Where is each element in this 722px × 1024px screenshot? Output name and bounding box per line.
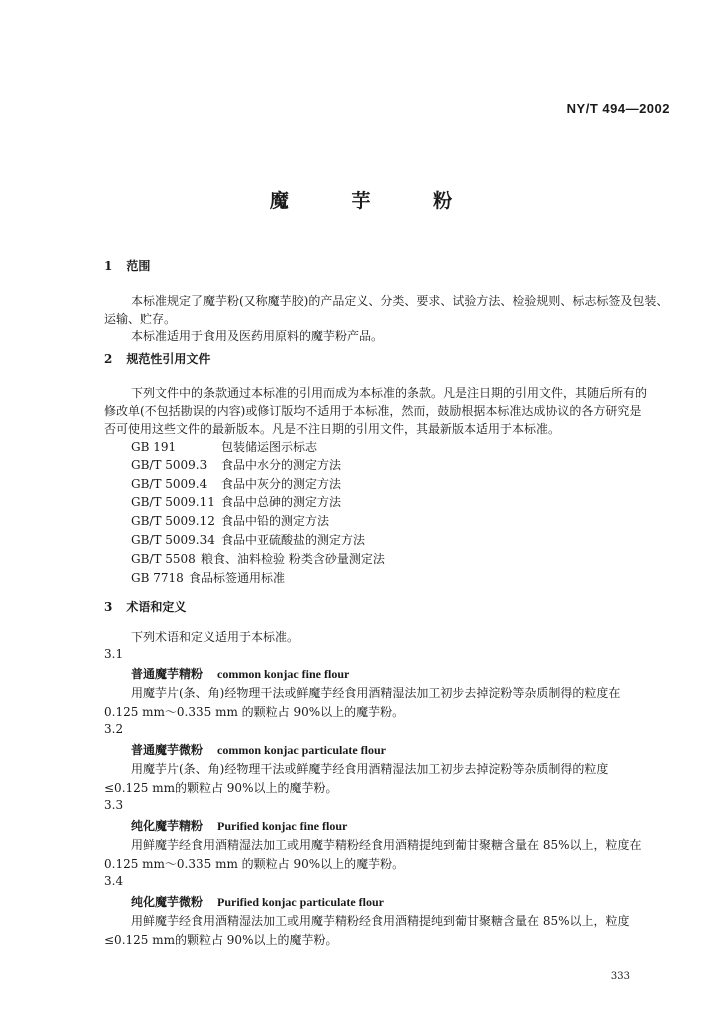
section-number: 2 bbox=[104, 352, 113, 366]
term-number: 3.4 bbox=[104, 874, 124, 888]
reference-item bbox=[131, 569, 285, 586]
term-zh: 普通魔芋精粉 bbox=[131, 667, 204, 681]
term-number: 3.2 bbox=[104, 722, 124, 736]
term-heading bbox=[131, 665, 349, 682]
term-zh: 普通魔芋微粉 bbox=[131, 743, 204, 757]
reference-item bbox=[131, 531, 365, 548]
term-heading bbox=[131, 893, 384, 910]
section-title: 范围 bbox=[126, 259, 151, 273]
definition-line: 用鲜魔芋经食用酒精湿法加工或用魔芋精粉经食用酒精提纯到葡甘聚糖含量在 85%以上，粒度 bbox=[131, 914, 630, 928]
reference-item bbox=[131, 456, 341, 473]
term-number: 3.1 bbox=[104, 647, 124, 661]
term-number: 3.3 bbox=[104, 798, 124, 812]
reference-title: 粮食、油料检验 粉类含砂量测定法 bbox=[201, 552, 385, 566]
term-zh: 纯化魔芋精粉 bbox=[131, 819, 204, 833]
term-heading bbox=[131, 817, 347, 834]
reference-code: GB/T 5009.34 bbox=[131, 533, 215, 547]
definition-line: 0.125 mm～0.335 mm 的颗粒占 90%以上的魔芋粉。 bbox=[104, 705, 405, 719]
paragraph-line: 本标准规定了魔芋粉(又称魔芋胶)的产品定义、分类、要求、试验方法、检验规则、标志标签及包装、 bbox=[131, 294, 669, 308]
reference-title: 食品中铅的测定方法 bbox=[221, 514, 330, 528]
reference-title: 食品标签通用标准 bbox=[189, 571, 286, 585]
section-number: 3 bbox=[104, 600, 113, 614]
reference-code: GB/T 5009.12 bbox=[131, 514, 215, 528]
section-heading bbox=[104, 257, 150, 274]
term-zh: 纯化魔芋微粉 bbox=[131, 895, 204, 909]
paragraph-line: 本标准适用于食用及医药用原料的魔芋粉产品。 bbox=[131, 329, 384, 343]
reference-item bbox=[131, 512, 329, 529]
paragraph-line: 修改单(不包括勘误的内容)或修订版均不适用于本标准，然而，鼓励根据本标准达成协议的各方研究是 bbox=[104, 404, 642, 418]
section-number: 1 bbox=[104, 259, 113, 273]
definition-line: ≤0.125 mm的颗粒占 90%以上的魔芋粉。 bbox=[104, 781, 338, 795]
reference-title: 食品中水分的测定方法 bbox=[221, 458, 342, 472]
definition-line: 用魔芋片(条、角)经物理干法或鲜魔芋经食用酒精湿法加工初步去掉淀粉等杂质制得的粒度 bbox=[131, 762, 609, 776]
reference-code: GB/T 5009.11 bbox=[131, 495, 215, 509]
term-en: common konjac particulate flour bbox=[217, 743, 386, 757]
reference-code: GB/T 5009.4 bbox=[131, 477, 208, 491]
reference-title: 包装储运图示标志 bbox=[221, 440, 318, 454]
reference-item bbox=[131, 550, 385, 567]
definition-line: 0.125 mm～0.335 mm 的颗粒占 90%以上的魔芋粉。 bbox=[104, 857, 405, 871]
reference-code: GB/T 5508 bbox=[131, 552, 196, 566]
section-heading bbox=[104, 350, 210, 367]
term-en: Purified konjac fine flour bbox=[217, 819, 348, 833]
standard-number: NY/T 494—2002 bbox=[566, 101, 670, 116]
reference-title: 食品中灰分的测定方法 bbox=[221, 477, 342, 491]
definition-line: 用魔芋片(条、角)经物理干法或鲜魔芋经食用酒精湿法加工初步去掉淀粉等杂质制得的粒度在 bbox=[131, 686, 621, 700]
paragraph-line: 下列术语和定义适用于本标准。 bbox=[131, 630, 300, 644]
term-en: common konjac fine flour bbox=[217, 667, 350, 681]
reference-code: GB/T 5009.3 bbox=[131, 458, 208, 472]
document-title: 魔 芋 粉 bbox=[269, 190, 481, 212]
definition-line: ≤0.125 mm的颗粒占 90%以上的魔芋粉。 bbox=[104, 933, 338, 947]
paragraph-line: 运输、贮存。 bbox=[104, 312, 177, 326]
reference-item bbox=[131, 475, 341, 492]
reference-title: 食品中亚硫酸盐的测定方法 bbox=[221, 533, 366, 547]
definition-line: 用鲜魔芋经食用酒精湿法加工或用魔芋精粉经食用酒精提纯到葡甘聚糖含量在 85%以上，粒度在 bbox=[131, 838, 642, 852]
paragraph-line: 否可使用这些文件的最新版本。凡是不注日期的引用文件，其最新版本适用于本标准。 bbox=[104, 422, 561, 436]
section-heading bbox=[104, 598, 186, 615]
section-title: 规范性引用文件 bbox=[126, 352, 211, 366]
reference-title: 食品中总砷的测定方法 bbox=[221, 495, 342, 509]
section-title: 术语和定义 bbox=[126, 600, 187, 614]
reference-code: GB 191 bbox=[131, 440, 177, 454]
term-en: Purified konjac particulate flour bbox=[217, 895, 384, 909]
page-number: 333 bbox=[610, 971, 630, 982]
term-heading bbox=[131, 741, 386, 758]
paragraph-line: 下列文件中的条款通过本标准的引用而成为本标准的条款。凡是注日期的引用文件，其随后所有的 bbox=[131, 386, 648, 400]
reference-item bbox=[131, 438, 317, 455]
reference-code: GB 7718 bbox=[131, 571, 184, 585]
reference-item bbox=[131, 493, 341, 510]
